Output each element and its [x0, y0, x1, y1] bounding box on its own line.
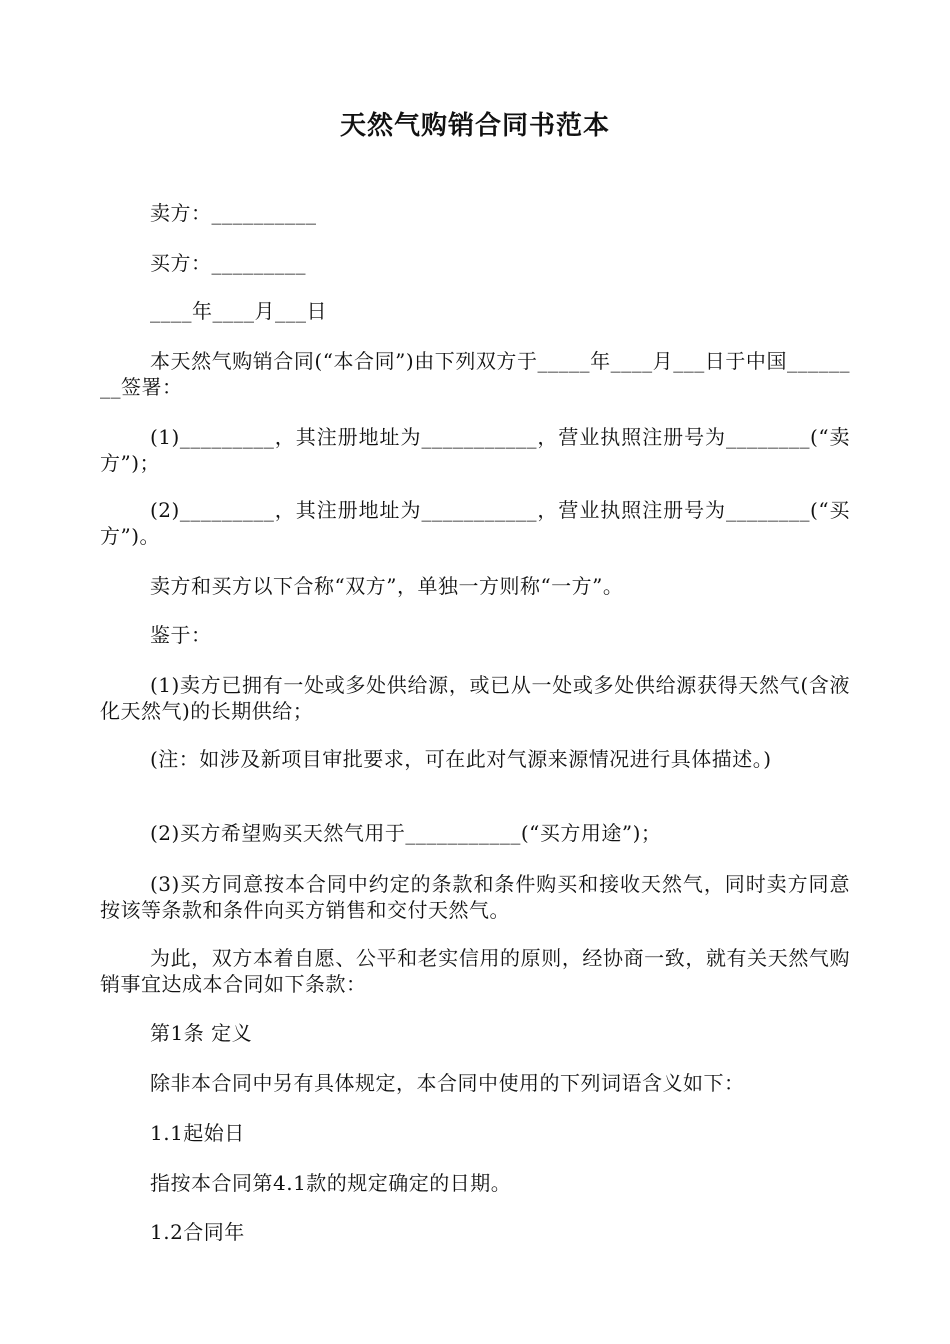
- note-paragraph: (注：如涉及新项目审批要求，可在此对气源来源情况进行具体描述。): [150, 747, 772, 771]
- recital-2-paragraph: (2)买方希望购买天然气用于___________(“买方用途”)；: [150, 821, 662, 845]
- party-1-paragraph: (1)_________，其注册地址为___________，营业执照注册号为________(“卖方”)；: [100, 425, 850, 475]
- recital-3-paragraph: (3)买方同意按本合同中约定的条款和条件购买和接收天然气，同时卖方同意按该等条款和条件向买方销售和交付天然气。: [100, 872, 850, 922]
- party-2-paragraph: (2)_________，其注册地址为___________，营业执照注册号为________(“买方”)。: [100, 498, 850, 548]
- article-1-heading: 第1条 定义: [150, 1021, 253, 1045]
- document-title: 天然气购销合同书范本: [339, 111, 610, 141]
- agreement-paragraph: 为此，双方本着自愿、公平和老实信用的原则，经协商一致，就有关天然气购销事宜达成本合同如下条款：: [100, 946, 850, 996]
- date-line: ____年____月___日: [150, 299, 327, 323]
- seller-line: 卖方：__________: [150, 201, 317, 225]
- clause-1-2-heading: 1.2合同年: [150, 1220, 245, 1244]
- recital-1-paragraph: (1)卖方已拥有一处或多处供给源，或已从一处或多处供给源获得天然气(含液化天然气)的长期供给；: [100, 673, 850, 723]
- contract-intro-paragraph: 本天然气购销合同(“本合同”)由下列双方于_____年____月___日于中国________签署：: [100, 349, 850, 399]
- clause-1-1-text: 指按本合同第4.1款的规定确定的日期。: [150, 1171, 512, 1195]
- parties-definition-paragraph: 卖方和买方以下合称“双方”，单独一方则称“一方”。: [150, 574, 624, 598]
- definitions-intro-paragraph: 除非本合同中另有具体规定，本合同中使用的下列词语含义如下：: [150, 1071, 745, 1095]
- whereas-heading: 鉴于：: [150, 623, 212, 647]
- clause-1-1-heading: 1.1起始日: [150, 1121, 245, 1145]
- buyer-line: 买方：_________: [150, 251, 306, 275]
